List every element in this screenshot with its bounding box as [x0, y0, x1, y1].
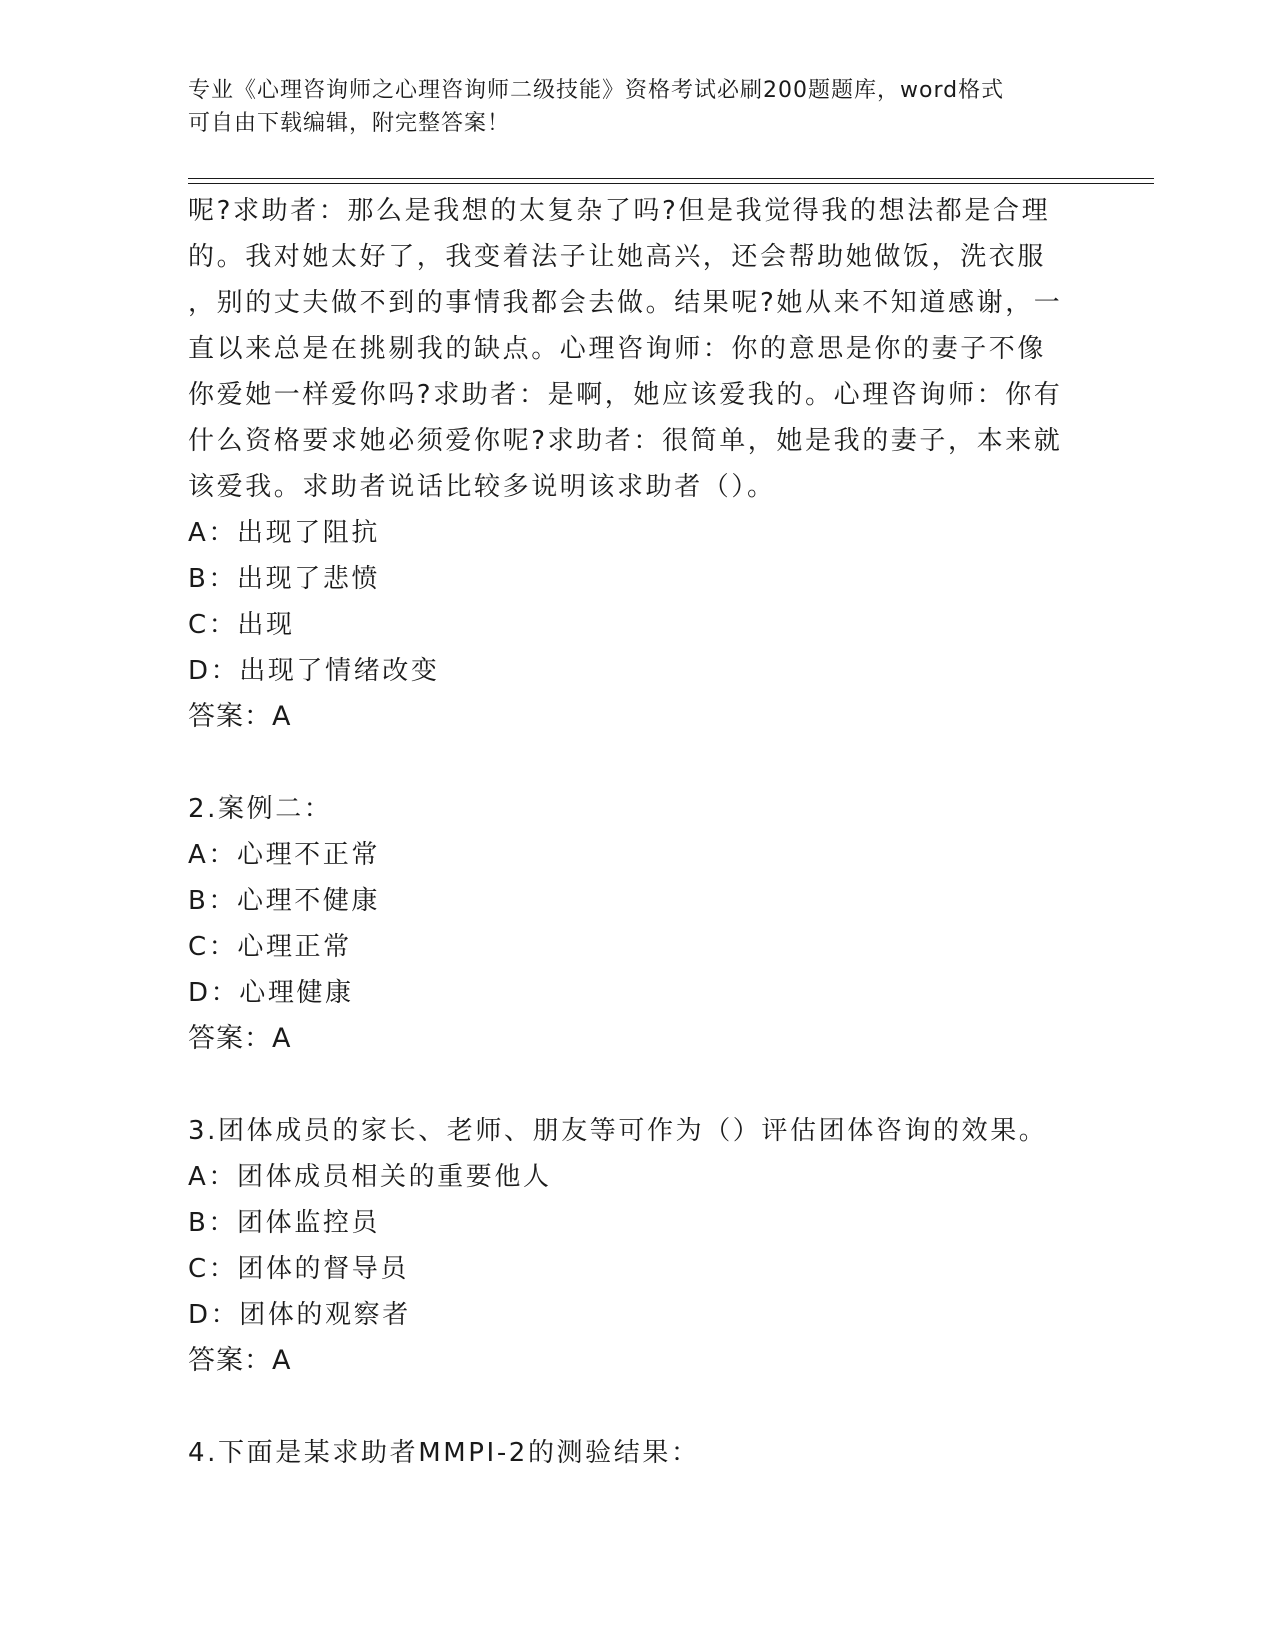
question-stem: 4.下面是某求助者MMPI-2的测验结果：: [188, 1438, 700, 1468]
passage-line: 什么资格要求她必须爱你呢?求助者：很简单，她是我的妻子，本来就: [188, 426, 1063, 456]
option-c: C：出现: [188, 610, 295, 640]
page-header: [188, 74, 1088, 140]
answer-line: 答案：A: [188, 1023, 292, 1054]
document-body: [188, 188, 1088, 1476]
header-divider: [188, 178, 1154, 184]
passage-line: 的。我对她太好了，我变着法子让她高兴，还会帮助她做饭，洗衣服: [188, 242, 1047, 272]
option-d: D：心理健康: [188, 978, 354, 1008]
passage-line: 该爱我。求助者说话比较多说明该求助者（）。: [188, 472, 776, 502]
question-4: [188, 1430, 1088, 1476]
option-b: B：心理不健康: [188, 886, 381, 916]
passage-line: 呢?求助者：那么是我想的太复杂了吗?但是我觉得我的想法都是合理: [188, 196, 1051, 226]
question-1-passage: [188, 188, 1088, 510]
question-stem: 3.团体成员的家长、老师、朋友等可作为（）评估团体咨询的效果。: [188, 1116, 1048, 1146]
option-a: A：心理不正常: [188, 840, 380, 870]
option-c: C：心理正常: [188, 932, 352, 962]
passage-line: 直以来总是在挑剔我的缺点。心理咨询师：你的意思是你的妻子不像: [188, 334, 1047, 364]
option-a: A：出现了阻抗: [188, 518, 380, 548]
header-line-2: 可自由下载编辑，附完整答案！: [188, 111, 511, 136]
option-d: D：团体的观察者: [188, 1300, 411, 1330]
answer-line: 答案：A: [188, 1345, 292, 1376]
option-a: A：团体成员相关的重要他人: [188, 1162, 552, 1192]
option-b: B：出现了悲愤: [188, 564, 381, 594]
passage-line: ，别的丈夫做不到的事情我都会去做。结果呢?她从来不知道感谢，一: [188, 288, 1063, 318]
question-3: [188, 1108, 1088, 1384]
passage-line: 你爱她一样爱你吗?求助者：是啊，她应该爱我的。心理咨询师：你有: [188, 380, 1063, 410]
option-b: B：团体监控员: [188, 1208, 381, 1238]
question-stem: 2.案例二：: [188, 794, 333, 824]
question-2: [188, 786, 1088, 1062]
spacer: [188, 1062, 1088, 1108]
spacer: [188, 1384, 1088, 1430]
question-1-options: [188, 510, 1088, 740]
option-d: D：出现了情绪改变: [188, 656, 440, 686]
answer-line: 答案：A: [188, 701, 292, 732]
spacer: [188, 740, 1088, 786]
header-line-1: 专业《心理咨询师之心理咨询师二级技能》资格考试必刷200题题库，word格式: [188, 78, 1005, 103]
option-c: C：团体的督导员: [188, 1254, 409, 1284]
